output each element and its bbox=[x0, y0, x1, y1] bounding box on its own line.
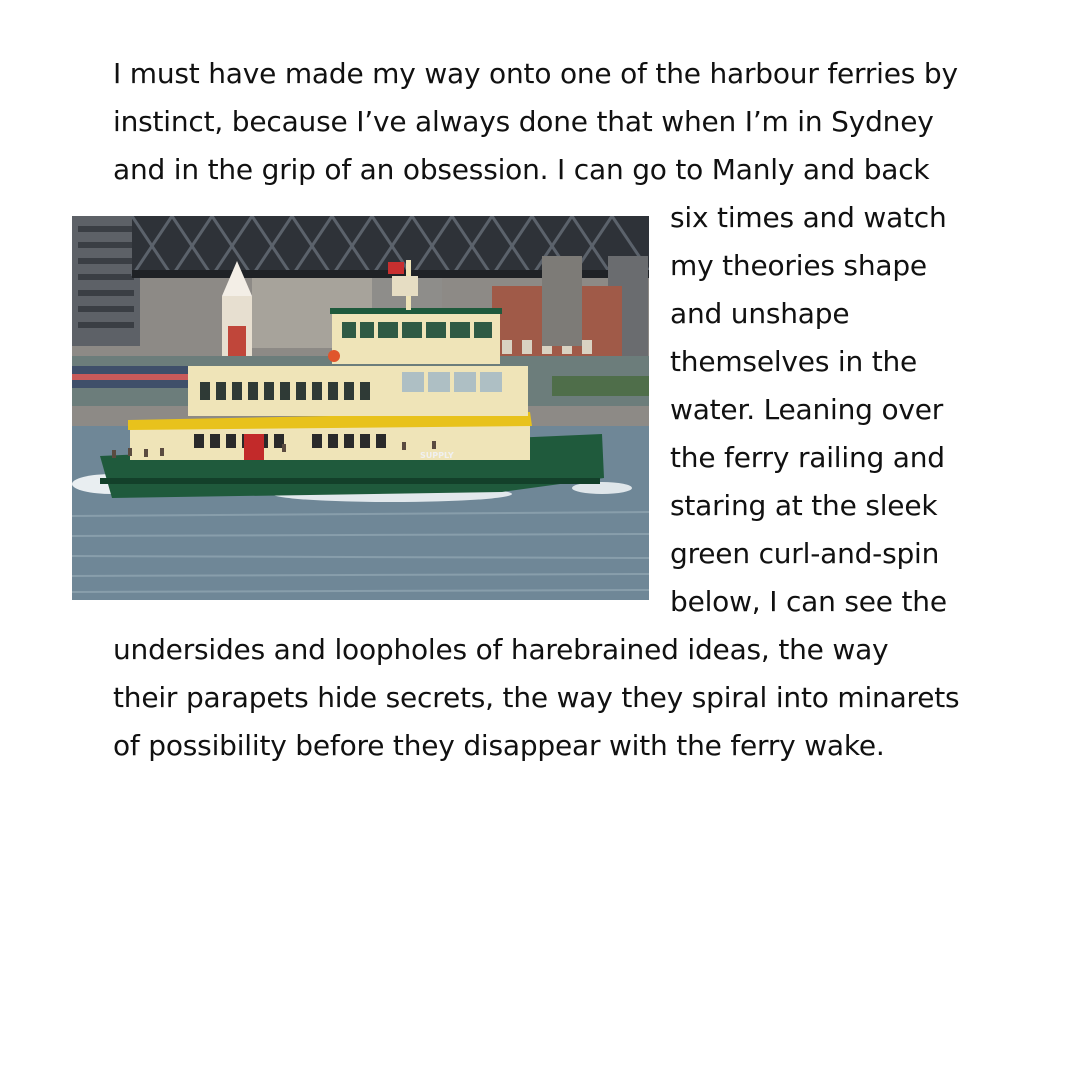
text-line: the ferry railing and bbox=[670, 441, 945, 474]
text-line: staring at the sleek bbox=[670, 489, 938, 522]
text-line: six times and watch bbox=[670, 201, 947, 234]
text-line: their parapets hide secrets, the way they spiral into minarets bbox=[113, 681, 960, 714]
text-line: and unshape bbox=[670, 297, 850, 330]
text-line: water. Leaning over bbox=[670, 393, 944, 426]
text-line: and in the grip of an obsession. I can go to Manly and back bbox=[113, 153, 930, 186]
text-line: my theories shape bbox=[670, 249, 927, 282]
text-line: instinct, because I’ve always done that when I’m in Sydney bbox=[113, 105, 934, 138]
text-line: below, I can see the bbox=[670, 585, 947, 618]
text-line: of possibility before they disappear with the ferry wake. bbox=[113, 729, 885, 762]
text-line: I must have made my way onto one of the harbour ferries by bbox=[113, 57, 958, 90]
text-line: undersides and loopholes of harebrained ideas, the way bbox=[113, 633, 889, 666]
text-line: themselves in the bbox=[670, 345, 918, 378]
text-line: green curl-and-spin bbox=[670, 537, 940, 570]
ferry-name: SUPPLY bbox=[420, 451, 454, 460]
ferry-photo bbox=[72, 216, 649, 600]
